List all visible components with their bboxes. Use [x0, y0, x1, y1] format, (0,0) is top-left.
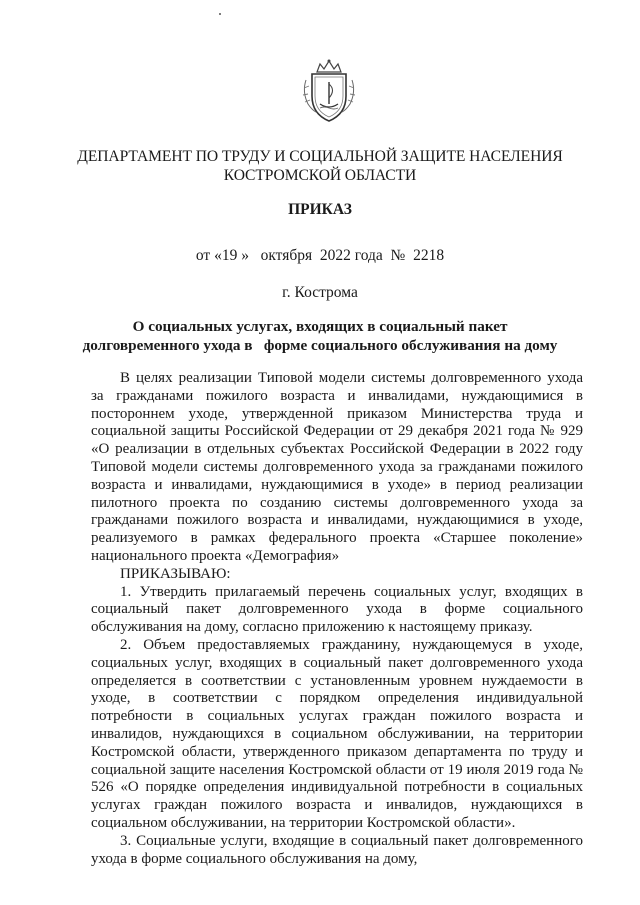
department-line-1: ДЕПАРТАМЕНТ ПО ТРУДУ И СОЦИАЛЬНОЙ ЗАЩИТЕ НАСЕЛЕНИЯ [77, 148, 563, 165]
order-city: г. Кострома [282, 284, 358, 301]
order-date-number: от «19 » октября 2022 года № 2218 [195, 247, 445, 264]
command-word: ПРИКАЗЫВАЮ: [120, 565, 231, 582]
preamble-paragraph: В целях реализации Типовой модели системы долговременного ухода за гражданами пожилого возраста и инвалидами, нуждающимися в постороннем уходе, утвержденной приказом Министерства труда и социальной защиты Российской Федерации от 29 декабря 2021 года № 929 «О реализации в отдельных субъектах Российской Федерации в 2022 году Типовой модели системы долговременного ухода за гражданами пожилого возраста и инвалидами, нуждающимися в уходе» в период реализации пилотного проекта по созданию системы долговременного ухода за гражданами пожилого возраста и инвалидами, нуждающимися в уходе, реализуемого в рамках федерального проекта «Старшее поколение» национального проекта «Демография» [91, 370, 583, 564]
order-body [91, 370, 583, 868]
order-item-1: 1. Утвердить прилагаемый перечень социальных услуг, входящих в социальный пакет долговременного ухода в форме социального обслуживания на дому, согласно приложению к настоящему приказу. [91, 583, 583, 636]
order-item-3: 3. Социальные услуги, входящие в социальный пакет долговременного ухода в форме социального обслуживания на дому, [91, 832, 583, 867]
order-item-2: 2. Объем предоставляемых гражданину, нуждающемуся в уходе, социальных услуг, входящих в социальный пакет долговременного ухода определяется в соответствии с установленным уровнем нуждаемости в уходе, в соответствии с порядком определения индивидуальной потребности в социальных услугах граждан пожилого возраста и инвалидов, нуждающихся в социальном обслуживании, на территории Костромской области, утвержденного приказом департамента по труду и социальной защите населения Костромской области от 19 июля 2019 года № 526 «О порядке определения индивидуальной потребности в социальных услугах граждан пожилого возраста и инвалидов, нуждающихся в социальном обслуживании, на территории Костромской области». [91, 636, 583, 831]
department-name [60, 147, 580, 185]
department-line-2: КОСТРОМСКОЙ ОБЛАСТИ [223, 167, 417, 184]
subject-line-1: О социальных услугах, входящих в социальный пакет [132, 318, 508, 335]
subject-line-2: долговременного ухода в форме социального обслуживания на дому [82, 336, 558, 354]
order-title: ПРИКАЗ [288, 201, 352, 218]
coat-of-arms-emblem [300, 58, 358, 124]
order-subject [60, 318, 580, 355]
scan-speck [219, 13, 221, 15]
